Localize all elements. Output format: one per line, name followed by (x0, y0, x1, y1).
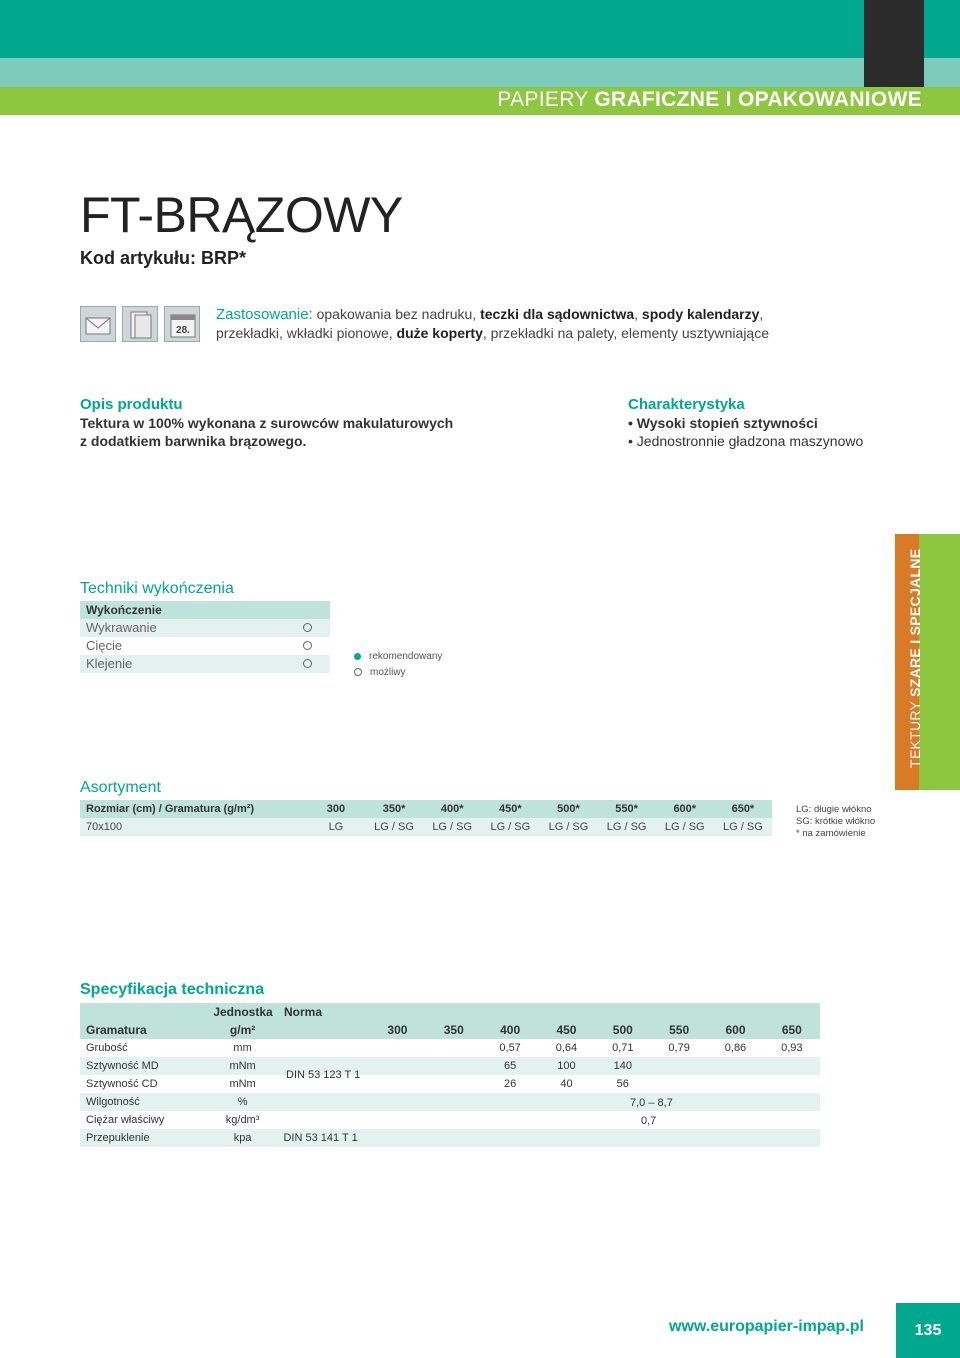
assortment-heading: Asortyment (80, 779, 161, 796)
spec-row-name: Sztywność CD (86, 1078, 158, 1090)
envelope-icon (80, 306, 116, 342)
finishing-row-label: Klejenie (86, 656, 133, 671)
spec-row-value (651, 1075, 707, 1093)
spec-row-unit: mm (233, 1042, 252, 1054)
spec-col-norm: Norma (284, 1005, 323, 1019)
usage-part: , przekładki na palety, elementy usztywniające (482, 325, 769, 341)
spec-grammage: 600 (725, 1023, 746, 1037)
assortment-size: 70x100 (86, 821, 123, 833)
assortment-note: SG: krótkie włókno (796, 816, 876, 827)
usage-bold: duże koperty (396, 325, 483, 341)
usage-part: opakowania bez nadruku, (312, 306, 481, 322)
spec-grammage: 450 (556, 1023, 577, 1037)
spec-row-value (369, 1093, 425, 1111)
spec-row-norm: DIN 53 141 T 1 (283, 1132, 358, 1144)
spec-row (80, 1039, 820, 1057)
legend-possible-label: możliwy (370, 667, 406, 678)
finishing-row-label: Cięcie (86, 638, 123, 653)
spec-grammage: 550 (669, 1023, 690, 1037)
assortment-value: LG / SG (374, 821, 414, 833)
characteristic-item: • Wysoki stopień sztywności (628, 414, 863, 432)
legend-recommended (354, 649, 442, 665)
spec-row-value: 26 (503, 1078, 517, 1090)
legend-recommended-label: rekomendowany (369, 651, 443, 662)
characteristics-heading: Charakterystyka (628, 396, 745, 413)
assortment-note: * na zamówienie (796, 828, 866, 839)
spec-row-value (764, 1075, 820, 1093)
spec-row-value (369, 1075, 425, 1093)
assortment-value: LG / SG (723, 821, 763, 833)
spec-row-value (482, 1093, 538, 1111)
usage-bold: teczki dla sądownictwa (480, 306, 635, 322)
usage-text (216, 305, 916, 342)
spec-gramatura-norm (277, 1021, 369, 1039)
finishing-row-label: Wykrawanie (86, 620, 157, 635)
description-text (80, 414, 500, 450)
spec-header-row (80, 1003, 820, 1021)
spec-row-value: 40 (560, 1078, 573, 1090)
spec-row-value: 100 (557, 1060, 576, 1072)
spec-row-value (482, 1111, 538, 1129)
finishing-legend (354, 649, 442, 681)
humidity-range: 7,0 – 8,7 (630, 1097, 673, 1109)
spec-row-value (426, 1093, 482, 1111)
characteristics-list (628, 414, 863, 450)
header-dark-block (864, 0, 924, 87)
spec-row-value (369, 1129, 425, 1147)
spec-row (80, 1057, 820, 1075)
spec-row-value (538, 1093, 594, 1111)
spec-row-value (369, 1111, 425, 1129)
spec-row-value: 0,79 (668, 1042, 690, 1054)
spec-grammage: 500 (612, 1023, 633, 1037)
finishing-table (80, 601, 330, 673)
spec-grammage: 300 (387, 1023, 408, 1037)
spec-row-value (595, 1129, 651, 1147)
finishing-row (80, 637, 330, 655)
assortment-grammage: 450* (499, 803, 522, 815)
density-value: 0,7 (641, 1115, 657, 1127)
spec-row (80, 1093, 820, 1111)
spec-row-value: 0,57 (499, 1042, 521, 1054)
spec-row-unit: mNm (229, 1078, 256, 1090)
header-title-bold: GRAFICZNE I OPAKOWANIOWE (594, 88, 922, 111)
spec-row-value (426, 1057, 482, 1075)
spec-row (80, 1129, 820, 1147)
stiffness-norm: DIN 53 123 T 1 (286, 1069, 361, 1081)
product-code: Kod artykułu: BRP* (80, 248, 247, 268)
spec-row-value (369, 1039, 425, 1057)
spec-grammage: 650 (781, 1023, 802, 1037)
spec-row-norm (277, 1039, 369, 1057)
spec-row-value (707, 1075, 763, 1093)
spec-header-empty (80, 1003, 208, 1021)
spec-grammage: 400 (500, 1023, 521, 1037)
characteristic-item: • Jednostronnie gładzona maszynowo (628, 432, 863, 450)
possible-circle-icon (303, 659, 312, 668)
calendar-icon (164, 306, 200, 342)
specification-table (80, 1003, 820, 1147)
spec-row-name: Ciężar właściwy (86, 1114, 165, 1126)
usage-label: Zastosowanie: (216, 306, 313, 323)
assortment-notes (796, 804, 875, 840)
assortment-value: LG / SG (490, 821, 531, 833)
spec-row (80, 1075, 820, 1093)
assortment-grammage: 500* (557, 803, 580, 815)
spec-row-value (426, 1039, 482, 1057)
spec-row-value (651, 1111, 707, 1129)
page-number: 135 (914, 1322, 942, 1339)
assortment-grammage: 350* (382, 803, 406, 815)
spec-row-value (707, 1057, 763, 1075)
description-line: z dodatkiem barwnika brązowego. (80, 433, 307, 449)
spec-row-value (764, 1129, 820, 1147)
side-tab-thin: TEKTURY (907, 696, 923, 768)
spec-row-name: Grubość (86, 1042, 128, 1054)
finishing-table-header: Wykończenie (80, 601, 330, 619)
spec-row-value: 0,93 (781, 1042, 803, 1054)
spec-row-unit: mNm (229, 1060, 256, 1072)
spec-gramatura-unit: g/m² (229, 1023, 256, 1037)
spec-row-value (538, 1129, 594, 1147)
assortment-header-label: Rozmiar (cm) / Gramatura (g/m²) (86, 803, 255, 815)
assortment-value: LG (328, 821, 344, 833)
product-title: FT-BRĄZOWY (80, 187, 403, 243)
finishing-row (80, 655, 330, 673)
spec-row-value (764, 1057, 820, 1075)
spec-row-norm (277, 1093, 369, 1111)
header-title (497, 88, 922, 112)
assortment-value: LG / SG (432, 821, 473, 833)
header-band-light-teal (0, 58, 960, 87)
assortment-grammage: 550* (615, 803, 638, 815)
spec-row-unit: kpa (233, 1132, 252, 1144)
calendar-icon-text: 28. (176, 325, 190, 336)
spec-row-value (707, 1129, 763, 1147)
spec-row-name: Przepuklenie (86, 1132, 150, 1144)
finishing-row (80, 619, 330, 637)
spec-row-name: Sztywność MD (86, 1060, 159, 1072)
specification-heading: Specyfikacja techniczna (80, 981, 265, 998)
spec-grammage: 350 (443, 1023, 464, 1037)
spec-row-value (426, 1075, 482, 1093)
assortment-value: LG / SG (664, 821, 705, 833)
assortment-row (80, 818, 772, 836)
description-heading: Opis produktu (80, 396, 183, 413)
legend-possible (354, 665, 442, 681)
spec-row-value (426, 1129, 482, 1147)
spec-row-value (651, 1057, 707, 1075)
usage-part: , (759, 306, 764, 322)
usage-part: , (634, 306, 642, 322)
assortment-grammage: 650* (731, 803, 755, 815)
assortment-table (80, 800, 772, 836)
spec-row-value: 0,86 (724, 1042, 747, 1054)
assortment-grammage: 400* (440, 803, 464, 815)
assortment-header-row (80, 800, 772, 818)
assortment-note: LG: długie włókno (796, 804, 872, 815)
possible-circle-icon (303, 641, 312, 650)
spec-row-unit: kg/dm³ (225, 1114, 260, 1126)
header-title-thin: PAPIERY (497, 88, 595, 111)
spec-row-name: Wilgotność (86, 1096, 140, 1108)
spec-row-value (538, 1111, 594, 1129)
possible-circle-icon (303, 623, 312, 632)
spec-row-value: 56 (616, 1078, 629, 1090)
spec-row-value (764, 1111, 820, 1129)
spec-row (80, 1111, 820, 1129)
folder-divider-icon (122, 306, 158, 342)
spec-row-value (482, 1129, 538, 1147)
assortment-value: LG / SG (606, 821, 647, 833)
usage-bold: spody kalendarzy (641, 306, 760, 322)
finishing-heading: Techniki wykończenia (80, 580, 234, 597)
spec-row-norm (277, 1111, 369, 1129)
spec-body (80, 1039, 820, 1147)
description-line: Tektura w 100% wykonana z surowców makulaturowych (80, 415, 454, 431)
assortment-grammage: 300 (326, 803, 346, 815)
spec-row-value (707, 1093, 763, 1111)
spec-row-value (369, 1057, 425, 1075)
spec-gramatura-row (80, 1021, 820, 1039)
assortment-value: LG / SG (548, 821, 589, 833)
side-tab-label (907, 549, 923, 768)
spec-row-value (707, 1111, 763, 1129)
footer-url[interactable]: www.europapier-impap.pl (669, 1318, 864, 1335)
spec-row-value (426, 1111, 482, 1129)
filled-circle-icon (354, 653, 361, 660)
spec-row-value: 0,64 (555, 1042, 578, 1054)
header-band-teal (0, 0, 960, 58)
assortment-grammage: 600* (673, 803, 697, 815)
spec-row-value: 140 (613, 1060, 632, 1072)
usage-icons (80, 306, 200, 342)
side-tab-bold: SZARE I SPECJALNE (907, 548, 923, 697)
spec-row-value: 0,71 (612, 1042, 634, 1054)
spec-row-value: 65 (503, 1060, 517, 1072)
spec-gramatura-label: Gramatura (86, 1023, 147, 1037)
spec-row-value (651, 1129, 707, 1147)
spec-row-unit: % (237, 1096, 248, 1108)
spec-col-unit: Jednostka (213, 1005, 273, 1019)
usage-part: przekładki, wkładki pionowe, (216, 325, 397, 341)
spec-row-value (764, 1093, 820, 1111)
empty-circle-icon (354, 668, 362, 676)
